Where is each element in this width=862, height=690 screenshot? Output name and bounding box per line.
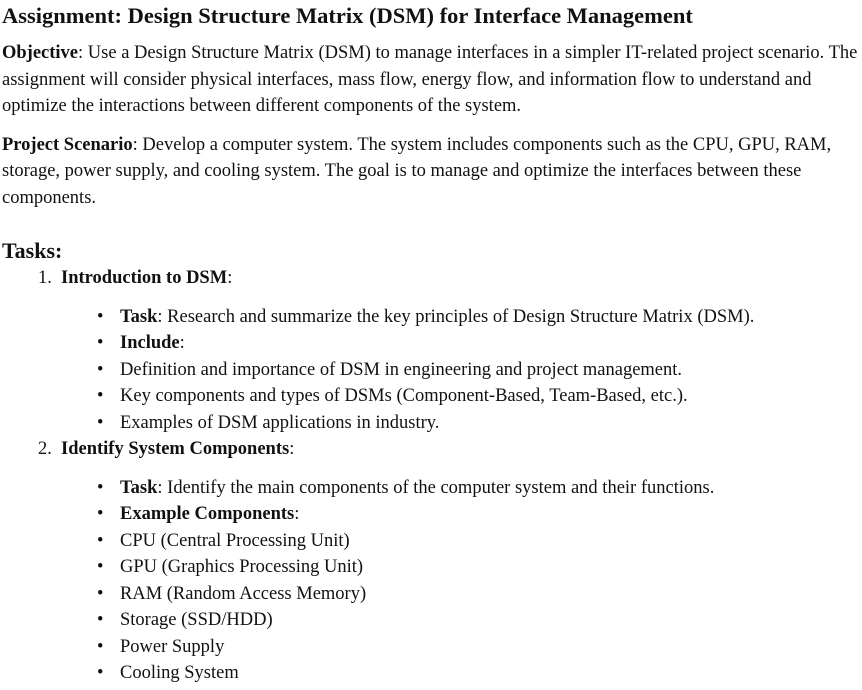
sub-item-text: GPU (Graphics Processing Unit) — [120, 557, 364, 577]
bullet-icon: • — [97, 610, 104, 630]
sub-list — [97, 528, 862, 687]
task-item — [2, 436, 862, 687]
bullet-icon: • — [97, 359, 104, 380]
detail-label: Example Components — [120, 504, 295, 524]
sub-list-item — [61, 410, 862, 437]
task-title-suffix: : — [289, 439, 295, 459]
bullet-icon: • — [97, 530, 104, 551]
objective-paragraph — [2, 40, 862, 120]
bullet-icon: • — [97, 663, 104, 683]
sub-item-text: RAM (Random Access Memory) — [120, 583, 367, 604]
bullet-icon: • — [97, 412, 104, 433]
scenario-label: Project Scenario — [2, 134, 133, 155]
sub-item-text: CPU (Central Processing Unit) — [120, 530, 350, 551]
sub-list-item — [61, 528, 862, 555]
task-number: 1. — [38, 268, 52, 288]
sub-list-item — [61, 383, 862, 410]
task-detail-item — [2, 475, 862, 502]
sub-list-item — [61, 634, 862, 661]
scenario-text: : Develop a computer system. The system includes components such as the CPU, GPU, RAM, storage, power supply, and cooling system. The goal is to manage and optimize the interfaces between these components. — [2, 134, 832, 208]
detail-label: Task — [120, 477, 158, 498]
bullet-icon: • — [97, 504, 104, 524]
assignment-title: Assignment: Design Structure Matrix (DSM) for Interface Management — [2, 3, 693, 28]
task-title: Identify System Components — [61, 439, 290, 459]
task-title-suffix: : — [227, 268, 233, 288]
task-detail-item — [2, 304, 862, 331]
sub-item-text: Key components and types of DSMs (Component-Based, Team-Based, etc.). — [120, 386, 688, 406]
task-number: 2. — [38, 439, 52, 459]
task-detail-item — [2, 501, 862, 687]
sub-list — [97, 357, 862, 437]
bullet-icon: • — [97, 306, 104, 327]
task-item — [2, 265, 862, 436]
task-details — [61, 475, 862, 687]
detail-text: : — [294, 504, 300, 524]
bullet-icon: • — [97, 636, 104, 657]
detail-text: : Identify the main components of the computer system and their functions. — [157, 477, 715, 498]
sub-list-item — [61, 357, 862, 384]
task-detail-item — [2, 330, 862, 436]
sub-list-item — [61, 607, 862, 634]
detail-text: : Research and summarize the key principles of Design Structure Matrix (DSM). — [157, 306, 755, 327]
sub-list-item — [61, 660, 862, 687]
bullet-icon: • — [97, 583, 104, 604]
sub-item-text: Power Supply — [120, 636, 225, 657]
detail-label: Task — [120, 306, 158, 327]
bullet-icon: • — [97, 557, 104, 577]
bullet-icon: • — [97, 386, 104, 406]
sub-list-item — [61, 581, 862, 608]
sub-list-item — [61, 554, 862, 581]
objective-text: : Use a Design Structure Matrix (DSM) to manage interfaces in a simpler IT-related project scenario. The assignment will consider physical interfaces, mass flow, energy flow, and information flow to understand and optimize the interactions between different components of the system. — [2, 43, 858, 116]
task-details — [61, 304, 862, 437]
bullet-icon: • — [97, 477, 104, 498]
detail-text: : — [179, 333, 185, 353]
sub-item-text: Definition and importance of DSM in engineering and project management. — [120, 359, 683, 380]
tasks-list — [2, 265, 862, 687]
sub-item-text: Storage (SSD/HDD) — [120, 610, 273, 630]
sub-item-text: Cooling System — [120, 663, 239, 683]
sub-item-text: Examples of DSM applications in industry. — [120, 412, 440, 433]
detail-label: Include — [120, 333, 180, 353]
objective-label: Objective — [2, 43, 79, 63]
bullet-icon: • — [97, 333, 104, 353]
scenario-paragraph — [2, 132, 862, 212]
task-title: Introduction to DSM — [61, 268, 228, 288]
tasks-heading: Tasks: — [2, 238, 63, 263]
